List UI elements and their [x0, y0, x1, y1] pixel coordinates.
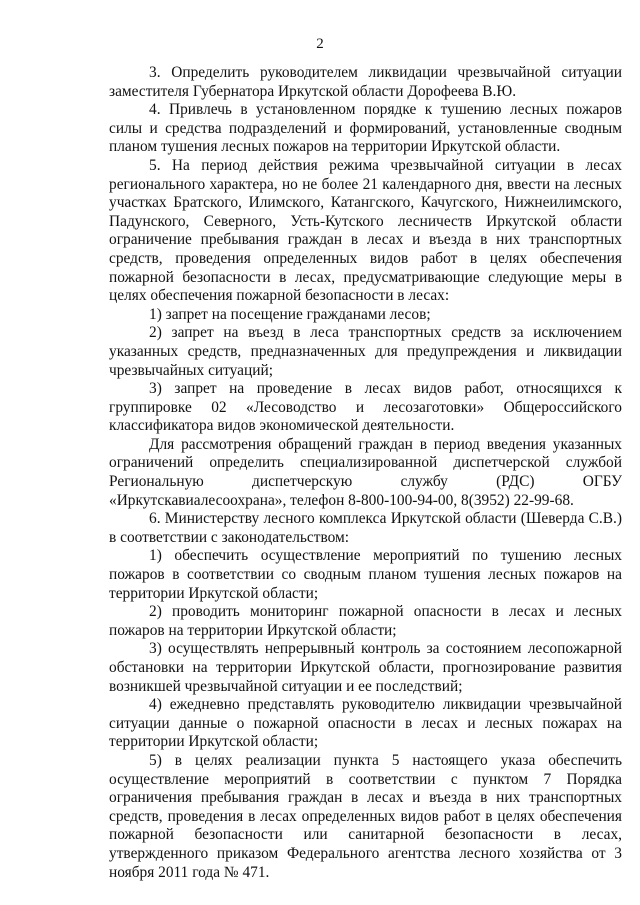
- dispatch-service-paragraph: Для рассмотрения обращений граждан в период введения указанных ограничений определить специализированной диспетчерской службой Региональную диспетчерскую службу (РДС) ОГБУ «Иркутскавиалесоохрана», телефон 8-800-100-94-00, 8(3952) 22-99-68.: [109, 435, 622, 509]
- subitem-5-2: 2) запрет на въезд в леса транспортных средств за исключением указанных средств, предназначенных для предупреждения и ликвидации чрезвычайных ситуаций;: [109, 324, 622, 379]
- subitem-6-4: 4) ежедневно представлять руководителю ликвидации чрезвычайной ситуации данные о пожарной опасности в лесах и лесных пожарах на территории Иркутской области;: [109, 696, 622, 751]
- subitem-5-1: 1) запрет на посещение гражданами лесов;: [149, 305, 431, 323]
- subitem-6-5: 5) в целях реализации пункта 5 настоящего указа обеспечить осуществление мероприятий в соответствии с пунктом 7 Порядка ограничения пребывания граждан в лесах и въезда в них транспортных средств, проведения в лесах определенных видов работ в целях обеспечения пожарной безопасности или санитарной безопасности в лесах, утвержденного приказом Федерального агентства лесного хозяйства от 3 ноября 2011 года № 471.: [109, 751, 622, 881]
- subitem-6-3: 3) осуществлять непрерывный контроль за состоянием лесопожарной обстановки на территории Иркутской области, прогнозирование развития возникшей чрезвычайной ситуации и ее последствий;: [109, 640, 622, 695]
- paragraph-item-4: 4. Привлечь в установленном порядке к тушению лесных пожаров силы и средства подразделений и формирований, установленные сводным планом тушения лесных пожаров на территории Иркутской области.: [109, 101, 622, 156]
- subitem-5-3: 3) запрет на проведение в лесах видов работ, относящихся к группировке 02 «Лесоводство и лесозаготовки» Общероссийского классификатора видов экономической деятельности.: [109, 380, 622, 435]
- paragraph-item-6: 6. Министерству лесного комплекса Иркутской области (Шеверда С.В.) в соответствии с законодательством:: [109, 510, 622, 546]
- subitem-6-1: 1) обеспечить осуществление мероприятий по тушению лесных пожаров в соответствии со сводным планом тушения лесных пожаров на территории Иркутской области;: [109, 547, 622, 602]
- subitem-6-2: 2) проводить мониторинг пожарной опасности в лесах и лесных пожаров на территории Иркутской области;: [109, 603, 622, 639]
- document-body: [109, 64, 622, 882]
- paragraph-item-5: 5. На период действия режима чрезвычайной ситуации в лесах регионального характера, но не более 21 календарного дня, ввести на лесных участках Братского, Илимского, Катангского, Качугского, Нижнеилимского, Падунского, Северного, Усть-Кутского лесничеств Иркутской области ограничение пребывания граждан в лесах и въезда в них транспортных средств, проведения определенных видов работ в целях обеспечения пожарной безопасности в лесах, предусматривающие следующие меры в целях обеспечения пожарной безопасности в лесах:: [109, 156, 622, 305]
- page-number: 2: [316, 36, 324, 52]
- paragraph-item-3: 3. Определить руководителем ликвидации чрезвычайной ситуации заместителя Губернатора Иркутской области Дорофеева В.Ю.: [109, 64, 622, 100]
